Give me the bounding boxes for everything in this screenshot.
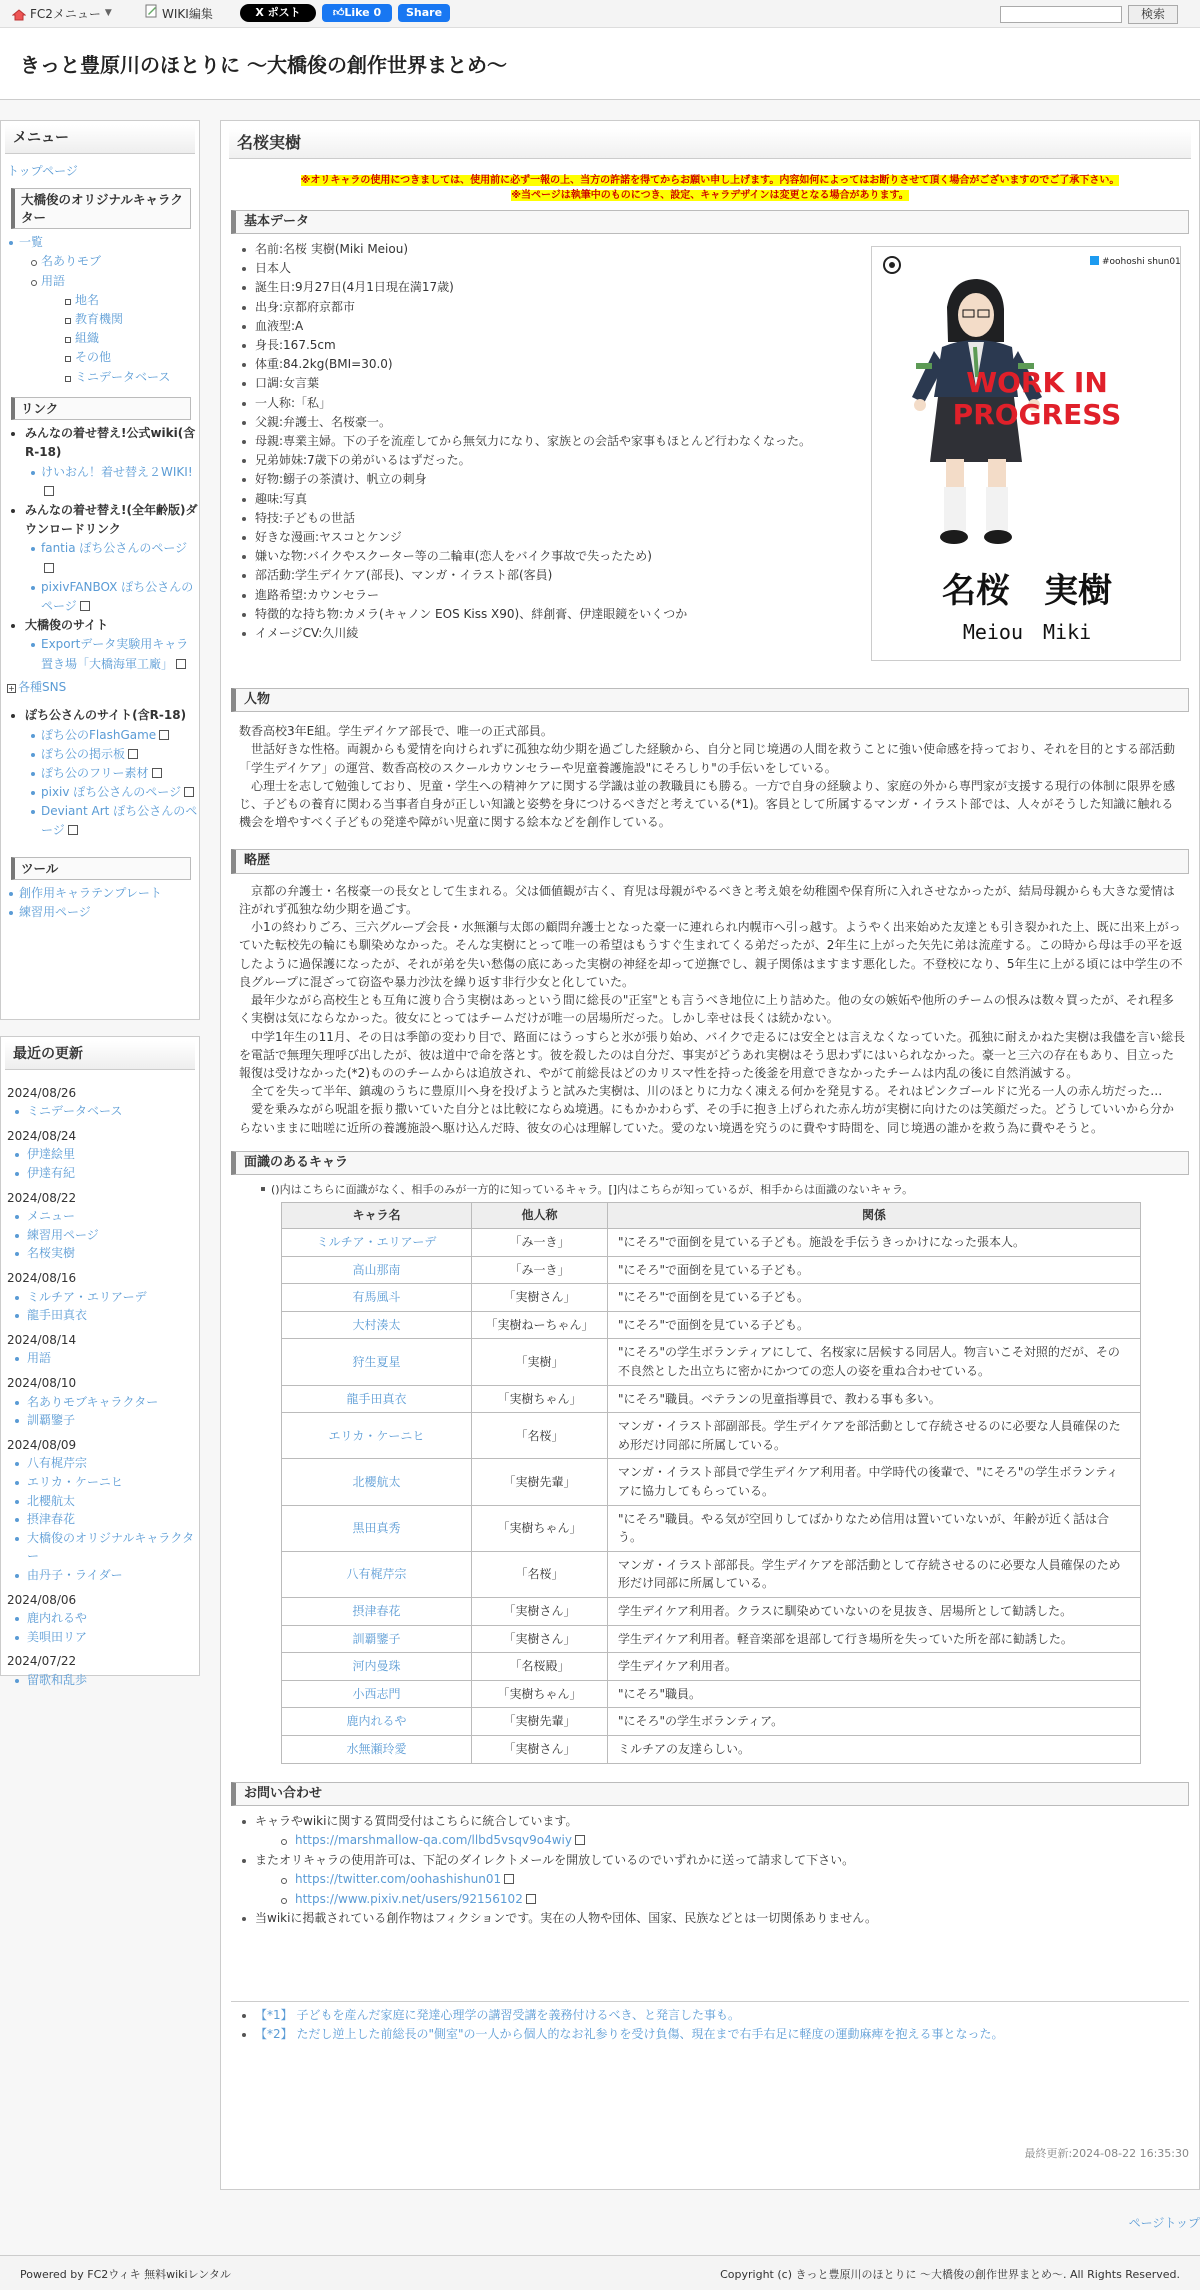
update-item[interactable] xyxy=(1,1411,199,1430)
link-group-title: みんなの着せ替え!公式wiki(含R-18) xyxy=(1,424,199,462)
update-item[interactable] xyxy=(1,1288,199,1307)
basic-data-item: 名前:名桜 実樹(Miki Meiou) xyxy=(239,240,879,259)
sidebar-item-label[interactable]: 用語 xyxy=(41,273,66,288)
character-link[interactable]: エリカ・ケーニヒ xyxy=(328,1428,425,1443)
table-cell: "にそろ"で面倒を見ている子ども。 xyxy=(608,1256,1141,1284)
sns-item[interactable]: + 各種SNS xyxy=(8,679,67,694)
link-item-label[interactable]: Exportデータ実験用キャラ置き場「大橋海軍工廠」 xyxy=(41,637,189,671)
sidebar-item-label[interactable]: その他 xyxy=(75,350,112,365)
contact-item: キャラやwikiに関する質問受付はこちらに統合しています。 xyxy=(239,1812,1199,1832)
table-row xyxy=(282,1229,1141,1257)
update-item[interactable] xyxy=(1,1207,199,1226)
updates-list xyxy=(1,1084,199,1690)
basic-data-item: 出身:京都府京都市 xyxy=(239,298,879,317)
sidebar-item[interactable] xyxy=(1,233,199,252)
external-link-icon xyxy=(184,787,194,797)
history-paragraph: 最年少ながら高校生とも互角に渡り合う実樹はあっという間に総長の"正室"とも言うべき地位に上り詰めた。他の女の嫉妬や他所のチームの恨みは数々買ったが、それ程多く実樹は気にならなかった。彼女にとってはチームだけが唯一の居場所だった。しかし幸せは長くは続かない。 xyxy=(239,993,1174,1026)
table-cell[interactable] xyxy=(282,1385,472,1413)
main-content xyxy=(220,120,1200,2190)
basic-data-heading: 基本データ xyxy=(231,210,1189,234)
table-row xyxy=(282,1708,1141,1736)
pochi-site-label[interactable]: ぽち公の掲示板 xyxy=(41,746,126,761)
update-item-label[interactable]: 練習用ページ xyxy=(27,1227,99,1242)
sidebar-item[interactable] xyxy=(1,329,199,348)
update-item[interactable] xyxy=(1,1164,199,1183)
page-top-link[interactable]: ページトップ xyxy=(1128,2216,1200,2230)
external-link-icon xyxy=(159,730,169,740)
page-title: 名桜実樹 xyxy=(229,129,1191,159)
history-paragraph: 小1の終わりごろ、三六グループ会長・水無瀬与太郎の顧問弁護士となった豪一に連れられ内幌市へ引っ越す。ようやく出来始めた友達とも引き裂かれた上、既に出来上がっていた転校先の輪にも馴染めなかった。そんな実樹にとって唯一の希望はもうすぐ生まれてくる弟だったが、2年生に上がった矢先に弟は流産する。この時から母は手の平を返したように過保護になったが、それが弟を失い愁傷の底にあった実樹の神経を却って逆撫でし、親子関係はますます悪化した。不登校になり、5年生に上がる頃には中学生の不良グループに混ざって窃盗や暴力沙汰を繰り返す非行少女と化していた。 xyxy=(239,920,1183,989)
table-cell: ミルチアの友達らしい。 xyxy=(608,1735,1141,1763)
update-item[interactable] xyxy=(1,1671,199,1690)
basic-data-item: 血液型:A xyxy=(239,317,879,336)
update-item[interactable] xyxy=(1,1226,199,1245)
sidebar-menu xyxy=(0,120,200,1020)
table-cell[interactable] xyxy=(282,1625,472,1653)
table-header-row xyxy=(282,1203,1141,1229)
basic-data-item: 誕生日:9月27日(4月1日現在満17歳) xyxy=(239,278,879,297)
basic-data-item: 趣味:写真 xyxy=(239,490,879,509)
update-items xyxy=(1,1454,199,1584)
footnotes-list xyxy=(239,2006,1199,2045)
contact-item[interactable] xyxy=(239,1870,1199,1890)
update-item-label[interactable]: 留歌和乱歩 xyxy=(27,1672,88,1687)
original-chars-list xyxy=(1,233,199,387)
pochi-sites-list xyxy=(1,706,199,840)
update-item-label[interactable]: 美唄田リア xyxy=(27,1629,88,1644)
sidebar-item-label[interactable]: 一覧 xyxy=(19,235,44,250)
character-link[interactable]: 黒田真秀 xyxy=(352,1520,401,1535)
table-cell[interactable] xyxy=(282,1653,472,1681)
character-link[interactable]: 鹿内れるや xyxy=(346,1714,407,1729)
pochi-site-item[interactable] xyxy=(1,726,199,745)
table-cell: 学生デイケア利用者。軽音楽部を退部して行き場所を失っていた所を部に勧誘した。 xyxy=(608,1625,1141,1653)
basic-data-item: 兄弟姉妹:7歳下の弟がいるはずだった。 xyxy=(239,451,879,470)
update-item[interactable] xyxy=(1,1492,199,1511)
history-paragraph: 愛を乗みながら呪詛を振り撒いていた自分とは比較にならぬ境遇。にもかかわらず、その手に抱き上げられた赤ん坊が実樹に向けたのは笑顔だった。どうしていいから分からないままに咄嗟に近所の養護施設へ駆け込んだ時、彼女の心は理解していた。愛のない境遇を究うのに費やす時間を、同じ境遇の誰かを救う為に費やそうと。 xyxy=(239,1102,1175,1135)
table-cell[interactable] xyxy=(282,1413,472,1459)
update-items xyxy=(1,1349,199,1368)
update-items xyxy=(1,1145,199,1182)
external-link-icon xyxy=(128,749,138,759)
external-link-icon xyxy=(526,1894,536,1904)
search-input[interactable] xyxy=(1000,6,1122,23)
table-cell: マンガ・イラスト部副部長。学生デイケアを部活動として存続させるのに必要な人員確保のため形だけ同部に所属している。 xyxy=(608,1413,1141,1459)
update-item-label[interactable]: 伊達有紀 xyxy=(27,1166,76,1181)
table-row xyxy=(282,1459,1141,1505)
update-item-label[interactable]: 伊達絵里 xyxy=(27,1147,76,1162)
external-link-icon xyxy=(44,486,54,496)
links-list xyxy=(1,424,199,673)
acquaintances-note: ()内はこちらに面識がなく、相手のみが一方的に知っているキャラ。[]内はこちらが知っているが、相手からは面識のないキャラ。 xyxy=(261,1181,1199,1198)
character-link[interactable]: 龍手田真衣 xyxy=(346,1391,407,1406)
basic-data-item: 口調:女言葉 xyxy=(239,374,879,393)
update-item[interactable] xyxy=(1,1454,199,1473)
pochi-sites-title: ぽち公さんのサイト(含R-18) xyxy=(1,706,199,725)
table-cell[interactable] xyxy=(282,1256,472,1284)
table-row xyxy=(282,1625,1141,1653)
table-cell[interactable] xyxy=(282,1505,472,1551)
chevron-down-icon: ▼ xyxy=(104,8,112,19)
basic-data-item: 日本人 xyxy=(239,259,879,278)
table-row xyxy=(282,1505,1141,1551)
update-item-label[interactable]: 名桜実樹 xyxy=(27,1246,76,1261)
table-cell: 「み一き」 xyxy=(472,1256,608,1284)
fc2-toolbar xyxy=(0,0,1200,28)
links-heading: リンク xyxy=(11,397,191,421)
table-header-cell: 関係 xyxy=(608,1203,1141,1229)
tool-item-label[interactable]: 練習用ページ xyxy=(19,905,91,920)
update-date: 2024/08/16 xyxy=(7,1271,77,1286)
table-cell[interactable] xyxy=(282,1339,472,1385)
table-cell[interactable] xyxy=(282,1551,472,1597)
footnote-item[interactable]: 【*2】 ただし逆上した前総長の"側室"の一人から個人的なお礼参りを受け負傷、現在まで右手右足に軽度の運動麻痺を抱える事となった。 xyxy=(239,2025,1199,2045)
basic-data-item: 好物:鰯子の茶漬け、帆立の刺身 xyxy=(239,470,879,489)
wip-line-1: WORK IN xyxy=(966,365,1108,399)
basic-data-item: 特徴的な持ち物:カメラ(キャノン EOS Kiss X90)、絆創膏、伊達眼鏡をいくつか xyxy=(239,605,879,624)
character-link[interactable]: 狩生夏星 xyxy=(352,1354,401,1369)
basic-data-list xyxy=(239,240,879,643)
portrait-name-roman: Meiou Miki xyxy=(962,619,1092,644)
basic-data-item: 部活動:学生デイケア(部長)、マンガ・イラスト部(客員) xyxy=(239,566,879,585)
powered-by[interactable]: Powered by FC2ウィキ 無料wikiレンタル xyxy=(20,2268,231,2281)
footnote-item[interactable]: 【*1】 子どもを産んだ家庭に発達心理学の講習受講を義務付けるべき、と発言した事も。 xyxy=(239,2006,1199,2026)
table-cell: 「実樹ちゃん」 xyxy=(472,1385,608,1413)
external-link-icon xyxy=(575,1835,585,1845)
contact-item[interactable] xyxy=(239,1890,1199,1910)
pochi-site-label[interactable]: pixiv ぽち公さんのページ xyxy=(41,785,182,800)
last-updated: 最終更新:2024-08-22 16:35:30 xyxy=(1024,2147,1189,2160)
personality-paragraph: 数香高校3年E組。学生デイケア部長で、唯一の正式部員。 xyxy=(239,724,553,739)
top-page-link[interactable]: トップページ xyxy=(7,163,78,178)
basic-data-item: 進路希望:カウンセラー xyxy=(239,586,879,605)
site-footer xyxy=(0,2255,1200,2290)
pochi-site-item[interactable] xyxy=(1,783,199,802)
update-item-label[interactable]: 大橋俊のオリジナルキャラクター xyxy=(27,1530,195,1564)
pochi-site-item[interactable] xyxy=(1,802,199,840)
basic-data-item: イメージCV:久川綾 xyxy=(239,624,879,643)
sidebar-item-label[interactable]: ミニデータベース xyxy=(75,369,171,384)
update-item[interactable] xyxy=(1,1349,199,1368)
contact-item[interactable] xyxy=(239,1831,1199,1851)
character-link[interactable]: 北櫻航太 xyxy=(352,1474,401,1489)
basic-data-item: 一人称:「私」 xyxy=(239,394,879,413)
character-link[interactable]: 有馬風斗 xyxy=(352,1290,401,1305)
update-item[interactable] xyxy=(1,1393,199,1412)
wiki-edit-link[interactable]: WIKI編集 xyxy=(144,4,213,24)
update-date: 2024/08/22 xyxy=(7,1190,77,1205)
table-cell: 「名桜」 xyxy=(472,1551,608,1597)
wip-label xyxy=(953,366,1122,431)
x-post-button[interactable]: X ポスト xyxy=(240,4,316,22)
facebook-share-button[interactable]: Share xyxy=(398,4,450,22)
menu-heading: メニュー xyxy=(5,125,195,154)
update-item[interactable] xyxy=(1,1566,199,1585)
update-item[interactable] xyxy=(1,1145,199,1164)
contact-link[interactable]: https://www.pixiv.net/users/92156102 xyxy=(295,1891,523,1906)
brand-icon xyxy=(884,257,900,273)
update-item-label[interactable]: 名ありモブキャラクター xyxy=(27,1394,159,1409)
update-item-label[interactable]: ミニデータベース xyxy=(27,1104,123,1119)
update-item[interactable] xyxy=(1,1529,199,1566)
table-cell[interactable] xyxy=(282,1229,472,1257)
update-item[interactable] xyxy=(1,1609,199,1628)
expand-icon: + xyxy=(8,683,15,693)
link-item-label[interactable]: fantia ぽち公さんのページ xyxy=(41,541,188,556)
pochi-site-item[interactable] xyxy=(1,745,199,764)
personality-heading: 人物 xyxy=(231,688,1189,712)
table-cell: 「実樹ちゃん」 xyxy=(472,1680,608,1708)
update-date: 2024/08/09 xyxy=(7,1437,77,1452)
character-link[interactable]: 小西志門 xyxy=(352,1686,401,1701)
update-item-label[interactable]: 北櫻航太 xyxy=(27,1493,76,1508)
update-date: 2024/08/14 xyxy=(7,1332,77,1347)
basic-data-item: 特技:子どもの世話 xyxy=(239,509,879,528)
tools-list xyxy=(1,884,199,922)
character-link[interactable]: 大村湊太 xyxy=(352,1317,401,1332)
update-item-label[interactable]: 龍手田真衣 xyxy=(27,1308,88,1323)
table-cell: 「実樹ちゃん」 xyxy=(472,1505,608,1551)
contact-list xyxy=(239,1812,1199,1929)
tool-item[interactable] xyxy=(1,884,199,903)
table-row xyxy=(282,1311,1141,1339)
character-portrait xyxy=(871,246,1181,661)
link-group-title: みんなの着せ替え!(全年齢版)ダウンロードリンク xyxy=(1,501,199,539)
site-title[interactable]: きっと豊原川のほとりに 〜大橋俊の創作世界まとめ〜 xyxy=(20,53,507,77)
table-cell: 「実樹先輩」 xyxy=(472,1708,608,1736)
table-cell: "にそろ"で面倒を見ている子ども。施設を手伝うきっかけになった張本人。 xyxy=(608,1229,1141,1257)
edit-icon xyxy=(144,4,158,24)
table-cell: マンガ・イラスト部員で学生デイケア利用者。中学時代の後輩で、"にそろ"の学生ボランティアに協力してもらっている。 xyxy=(608,1459,1141,1505)
tool-item-label[interactable]: 創作用キャラテンプレート xyxy=(19,886,162,901)
update-item-label[interactable]: 用語 xyxy=(27,1351,52,1366)
update-items xyxy=(1,1288,199,1325)
table-cell: "にそろ"職員。ベテランの児童指導員で、教わる事も多い。 xyxy=(608,1385,1141,1413)
character-link[interactable]: 河内曼珠 xyxy=(352,1659,401,1674)
external-link-icon xyxy=(44,563,54,573)
link-item[interactable] xyxy=(1,463,199,501)
personality-paragraph: 世話好きな性格。両親からも愛情を向けられずに孤独な幼少期を過ごした経験から、自分と同じ境遇の人間を救うことに強い使命感を持っており、それを目的とする部活動「学生デイケア」の運営、数香高校のスクールカウンセラーや児童養護施設"にそろしり"の手伝いをしている。 xyxy=(239,742,1176,775)
table-cell: "にそろ"職員。やる気が空回りしてばかりなため信用は置いていないが、年齢が近く話は合う。 xyxy=(608,1505,1141,1551)
table-row xyxy=(282,1551,1141,1597)
history-text xyxy=(221,882,1199,1137)
sidebar-item[interactable] xyxy=(1,272,199,291)
update-date: 2024/08/26 xyxy=(7,1085,77,1100)
table-row xyxy=(282,1339,1141,1385)
basic-data-section xyxy=(221,240,1199,678)
sidebar-item-label[interactable]: 名ありモブ xyxy=(41,254,102,269)
table-cell: 学生デイケア利用者。クラスに馴染めていないのを見抜き、居場所として勧誘した。 xyxy=(608,1598,1141,1626)
usage-notice: ※オリキャラの使用につきましては、使用前に必ず一報の上、当方の許諾を得てからお願い申し上げます。内容如何によってはお断りさせて頂く場合がございますのでご了承下さい。 xyxy=(300,174,1120,186)
external-link-icon xyxy=(176,659,186,669)
history-paragraph: 京都の弁護士・名桜豪一の長女として生まれる。父は価値観が古く、育児は母親がやるべきと考え娘を幼稚園や保育所に入れさせなかったが、結局母親からも大きな愛情は注がれず孤独な幼少期を過ごす。 xyxy=(239,883,1175,916)
link-item-label[interactable]: けいおん！着せ替え２WIKI! xyxy=(41,464,193,479)
update-date: 2024/07/22 xyxy=(7,1654,77,1669)
personality-text xyxy=(221,722,1199,831)
update-item-label[interactable]: メニュー xyxy=(27,1209,76,1224)
sidebar-item[interactable] xyxy=(1,368,199,387)
table-row xyxy=(282,1680,1141,1708)
update-date: 2024/08/10 xyxy=(7,1376,77,1390)
tool-item[interactable] xyxy=(1,903,199,922)
external-link-icon xyxy=(504,1874,514,1884)
update-item[interactable] xyxy=(1,1102,199,1121)
table-cell: 学生デイケア利用者。 xyxy=(608,1653,1141,1681)
acquaintances-heading: 面識のあるキャラ xyxy=(231,1151,1189,1175)
character-link[interactable]: 水無瀬玲愛 xyxy=(346,1741,407,1756)
update-item[interactable] xyxy=(1,1628,199,1647)
table-cell: 「み一き」 xyxy=(472,1229,608,1257)
pochi-site-label[interactable]: ぽち公のフリー素材 xyxy=(41,765,149,780)
table-row xyxy=(282,1653,1141,1681)
external-link-icon xyxy=(80,601,90,611)
external-link-icon xyxy=(152,768,162,778)
draft-notice: ※当ページは執筆中のものにつき、設定、キャラデザインは変更となる場合があります。 xyxy=(511,190,909,202)
sidebar-item[interactable] xyxy=(1,252,199,271)
table-row xyxy=(282,1256,1141,1284)
update-item-label[interactable]: 由丹子・ライダー xyxy=(27,1567,123,1582)
portrait-illustration xyxy=(872,247,1182,662)
table-cell: 「実樹さん」 xyxy=(472,1735,608,1763)
table-cell: 「実樹」 xyxy=(472,1339,608,1385)
table-cell: マンガ・イラスト部部長。学生デイケアを部活動として存続させるのに必要な人員確保のため形だけ同部に所属している。 xyxy=(608,1551,1141,1597)
sidebar-item[interactable] xyxy=(1,310,199,329)
character-link[interactable]: 八有梶芹宗 xyxy=(346,1567,407,1582)
table-header-cell: 他人称 xyxy=(472,1203,608,1229)
history-paragraph: 中学1年生の11月、その日は季節の変わり目で、路面にはうっすらと氷が張り始め、バイクで走るには安全とは言えなくなっていた。孤独に耐えかねた実樹は我儘を言い総長を電話で無理矢理呼び出したが、彼は道中で命を落とす。彼を殺したのは自分だ、事実がどうあれ実樹はそう思わずにはいられなかった。豪一と三六の存在もあり、目立った報復は受けなかった(*2)もののチームからは追放され、やがて前総長はどのカリスマ性を持った後釜を用意できなかったチームは内乱の後に自然消滅する。 xyxy=(239,1029,1185,1080)
table-cell: 「実樹さん」 xyxy=(472,1625,608,1653)
update-items xyxy=(1,1102,199,1121)
search-button[interactable]: 検索 xyxy=(1128,5,1178,24)
update-item-label[interactable]: 訓覇鑒子 xyxy=(27,1413,76,1428)
contact-heading: お問い合わせ xyxy=(231,1782,1189,1806)
basic-data-item: 好きな漫画:ヤスコとケンジ xyxy=(239,528,879,547)
copyright: Copyright (c) きっと豊原川のほとりに 〜大橋俊の創作世界まとめ〜. All Rights Reserved. xyxy=(720,2268,1180,2281)
fc2-menu[interactable]: FC2メニュー ▼ xyxy=(12,4,112,24)
update-date: 2024/08/06 xyxy=(7,1592,77,1607)
history-heading: 略歴 xyxy=(231,849,1189,873)
contact-link[interactable]: https://marshmallow-qa.com/llbd5vsqv9o4wiy xyxy=(295,1833,572,1848)
sidebar-recent-updates xyxy=(0,1036,200,1687)
table-cell: 「名桜殿」 xyxy=(472,1653,608,1681)
portrait-name-kanji: 名桜 実樹 xyxy=(942,570,1112,611)
table-cell: "にそろ"の学生ボランティア。 xyxy=(608,1708,1141,1736)
table-cell[interactable] xyxy=(282,1708,472,1736)
table-cell: 「名桜」 xyxy=(472,1413,608,1459)
table-cell[interactable] xyxy=(282,1311,472,1339)
pochi-site-label[interactable]: Deviant Art ぽち公さんのページ xyxy=(41,804,198,838)
personality-paragraph: 心理士を志して勉強しており、児童・学生への精神ケアに関する学識は並の教職員にも勝る。一方で自身の経験より、家庭の外から専門家が支援する現行の体制に限界を感じ、子どもの養育に関わる当事者自身が正しい知識と姿勢を身につけるべきだと考えている(*1)。客員として所属するマンガ・イラスト部では、人々がそうした知識に触れる機会を増やすべく子どもの発達や障がい児童に関する絵本などを創作している。 xyxy=(239,778,1176,830)
link-item[interactable] xyxy=(1,635,199,673)
table-row xyxy=(282,1598,1141,1626)
table-cell: "にそろ"で面倒を見ている子ども。 xyxy=(608,1284,1141,1312)
history-paragraph: 全てを失って半年、鎮魂のうちに豊原川へ身を投げようと試みた実樹は、川のほとりに力なく凍える何かを発見する。それはピンクゴールドに光る一人の赤ん坊だった… xyxy=(251,1084,1163,1099)
table-cell: "にそろ"の学生ボランティアにして、名桜家に居候する同居人。物言いこそ対照的だが、その不良然とした出立ちに密かにかつての恋人の姿を重ね合わせている。 xyxy=(608,1339,1141,1385)
twitter-icon xyxy=(1090,256,1099,265)
update-items xyxy=(1,1671,199,1690)
basic-data-item: 体重:84.2kg(BMI=30.0) xyxy=(239,355,879,374)
sidebar-item-label[interactable]: 組織 xyxy=(75,331,100,346)
home-icon xyxy=(12,8,26,20)
sidebar-item-label[interactable]: 地名 xyxy=(75,292,100,307)
table-cell: 「実樹ねーちゃん」 xyxy=(472,1311,608,1339)
acquaintances-table xyxy=(281,1202,1141,1763)
table-header-cell: キャラ名 xyxy=(282,1203,472,1229)
portrait-handle: #oohoshi shun01 xyxy=(1102,256,1181,267)
original-chars-heading: 大橋俊のオリジナルキャラクター xyxy=(11,188,191,229)
link-group-title: 大橋俊のサイト xyxy=(1,616,199,635)
sidebar-item[interactable] xyxy=(1,291,199,310)
update-items xyxy=(1,1207,199,1263)
update-items xyxy=(1,1393,199,1430)
external-link-icon xyxy=(68,825,78,835)
basic-data-item: 父親:弁護士、名桜豪一。 xyxy=(239,413,879,432)
link-item-label[interactable]: pixivFANBOX ぽち公さんのページ xyxy=(41,579,194,613)
character-link[interactable]: 摂津春花 xyxy=(352,1604,401,1618)
table-cell: "にそろ"で面倒を見ている子ども。 xyxy=(608,1311,1141,1339)
link-item[interactable] xyxy=(1,578,199,616)
wip-line-2: PROGRESS xyxy=(952,397,1122,431)
table-cell: 「実樹さん」 xyxy=(472,1284,608,1312)
basic-data-item: 身長:167.5cm xyxy=(239,336,879,355)
table-cell: "にそろ"職員。 xyxy=(608,1680,1141,1708)
site-header xyxy=(0,28,1200,100)
basic-data-item: 嫌いな物:バイクやスクーター等の二輪車(恋人をバイク事故で失ったため) xyxy=(239,547,879,566)
sidebar-item-label[interactable]: 教育機関 xyxy=(75,312,124,327)
table-row xyxy=(282,1284,1141,1312)
contact-item: またオリキャラの使用許可は、下記のダイレクトメールを開放しているのでいずれかに送って請求して下さい。 xyxy=(239,1851,1199,1871)
character-link[interactable]: 高山那南 xyxy=(352,1262,401,1277)
update-item-label[interactable]: エリカ・ケーニヒ xyxy=(27,1474,123,1489)
update-item[interactable] xyxy=(1,1510,199,1529)
update-item[interactable] xyxy=(1,1244,199,1263)
table-cell: 「実樹先輩」 xyxy=(472,1459,608,1505)
table-row xyxy=(282,1735,1141,1763)
sidebar-item[interactable] xyxy=(1,348,199,367)
table-cell[interactable] xyxy=(282,1459,472,1505)
update-item-label[interactable]: 鹿内れるや xyxy=(27,1611,88,1626)
link-item[interactable] xyxy=(1,539,199,577)
pochi-site-label[interactable]: ぽち公のFlashGame xyxy=(41,727,157,742)
update-item[interactable] xyxy=(1,1306,199,1325)
table-cell[interactable] xyxy=(282,1284,472,1312)
table-cell[interactable] xyxy=(282,1735,472,1763)
table-row xyxy=(282,1413,1141,1459)
update-item[interactable] xyxy=(1,1473,199,1492)
facebook-like-button[interactable]: 👍︎ Like 0 xyxy=(322,4,392,22)
update-item-label[interactable]: ミルチア・エリアーデ xyxy=(27,1289,147,1304)
table-cell: 「実樹さん」 xyxy=(472,1598,608,1626)
tools-heading: ツール xyxy=(11,857,191,881)
basic-data-item: 母親:専業主婦。下の子を流産してから無気力になり、家族との会話や家事もほとんど行わなくなった。 xyxy=(239,432,879,451)
table-cell[interactable] xyxy=(282,1680,472,1708)
contact-item: 当wikiに掲載されている創作物はフィクションです。実在の人物や団体、国家、民族などとは一切関係ありません。 xyxy=(239,1909,1199,1929)
footnote-divider xyxy=(231,2001,1189,2002)
pochi-site-item[interactable] xyxy=(1,764,199,783)
updates-heading: 最近の更新 xyxy=(5,1041,195,1070)
update-items xyxy=(1,1609,199,1646)
update-item-label[interactable]: 八有梶芹宗 xyxy=(27,1456,88,1471)
thumbs-up-icon: 👍︎ xyxy=(332,6,345,20)
character-link[interactable]: 訓覇鑒子 xyxy=(352,1631,401,1646)
table-row xyxy=(282,1385,1141,1413)
contact-link[interactable]: https://twitter.com/oohashishun01 xyxy=(295,1872,502,1887)
update-date: 2024/08/24 xyxy=(7,1128,77,1143)
table-cell[interactable] xyxy=(282,1598,472,1626)
character-link[interactable]: ミルチア・エリアーデ xyxy=(316,1235,437,1250)
update-item-label[interactable]: 摂津春花 xyxy=(27,1512,76,1527)
